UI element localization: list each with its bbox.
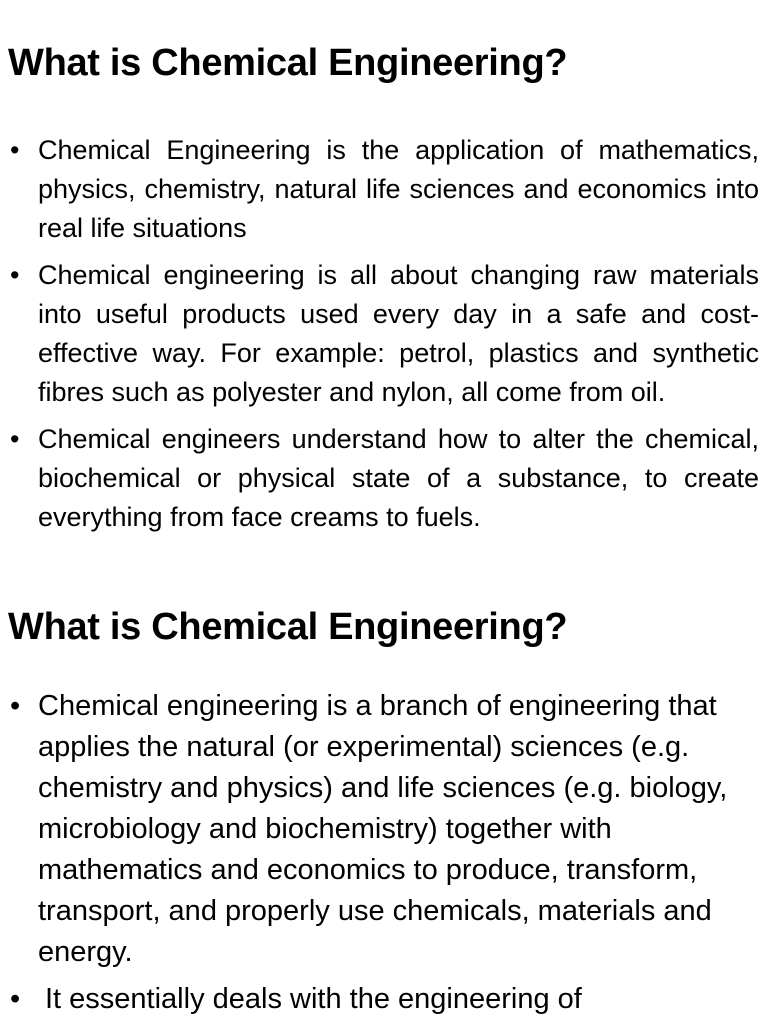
- section-what-is-chemical-engineering-1: [8, 44, 759, 545]
- bullet-icon: •: [10, 424, 20, 454]
- section-what-is-chemical-engineering-2: [8, 608, 759, 1026]
- list-item: [8, 979, 759, 1020]
- list-item: [8, 420, 759, 537]
- list-item: [8, 686, 759, 973]
- bullet-icon: •: [10, 135, 20, 165]
- bullet-text: Chemical engineers understand how to alter the chemical, biochemical or physical state of a substance, to create everything from face creams to fuels.: [38, 424, 759, 532]
- page-title: What is Chemical Engineering?: [8, 42, 568, 84]
- bullet-list: [8, 686, 759, 1020]
- list-item: [8, 131, 759, 248]
- bullet-icon: •: [10, 260, 20, 290]
- section-heading: What is Chemical Engineering?: [8, 606, 568, 648]
- bullet-text: Chemical engineering is all about changing raw materials into useful products used every day in a safe and cost-effective way. For example: petrol, plastics and synthetic fibres such as polyester and nylon, all come from oil.: [38, 260, 759, 407]
- bullet-list: [8, 131, 759, 537]
- bullet-text: Chemical engineering is a branch of engineering that applies the natural (or experimental) sciences (e.g. chemistry and physics) and life sciences (e.g. biology, microbiology and biochemistry) together with mathematics and economics to produce, transform, transport, and properly use chemicals, materials and energy.: [38, 690, 728, 968]
- bullet-text: It essentially deals with the engineering of: [45, 983, 582, 1015]
- bullet-text: Chemical Engineering is the application of mathematics, physics, chemistry, natural life sciences and economics into real life situations: [38, 135, 759, 243]
- list-item: [8, 256, 759, 412]
- bullet-icon: •: [10, 983, 21, 1015]
- bullet-icon: •: [10, 690, 21, 722]
